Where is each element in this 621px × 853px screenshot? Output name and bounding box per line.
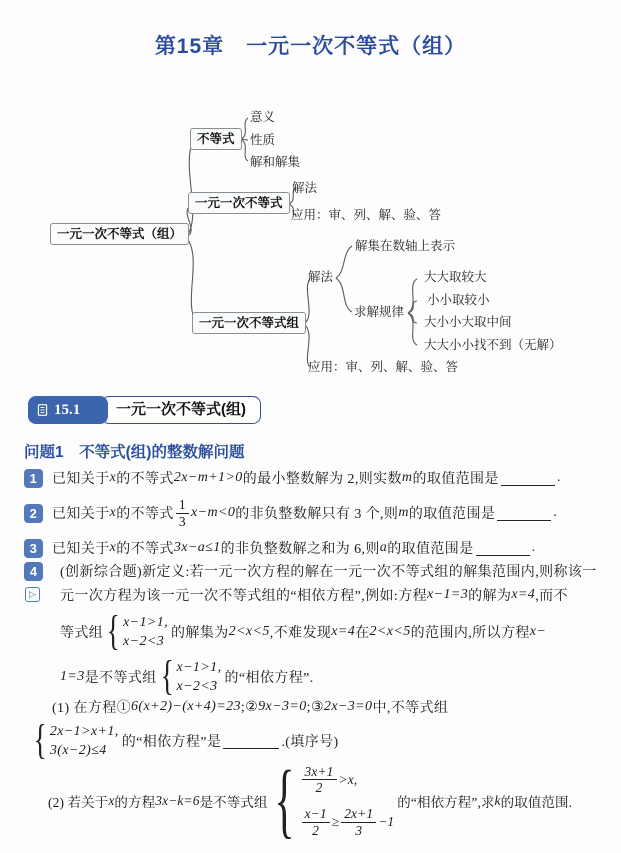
math-expression: 3x−a≤1 bbox=[173, 540, 221, 555]
problem-3 bbox=[24, 536, 536, 560]
problem-text: 的不等式 bbox=[116, 542, 174, 557]
problem-4-line-3 bbox=[60, 608, 546, 656]
math-expression: 9x−3=0 bbox=[258, 699, 307, 714]
play-triangle: ▷ bbox=[29, 589, 36, 600]
problem-number-badge: 3 bbox=[24, 539, 43, 558]
problem-text: 等式组 bbox=[60, 626, 104, 641]
problem-text: . bbox=[553, 505, 558, 520]
problem-4-line-1 bbox=[60, 560, 597, 582]
problem-text: ;③ bbox=[306, 699, 324, 715]
mindmap-leaf-system-application: 应用：审、列、解、验、答 bbox=[308, 360, 459, 374]
math-expression: 2x−m+1>0 bbox=[173, 470, 243, 485]
math-expression: x− bbox=[529, 624, 547, 639]
problem-text: (创新综合题)新定义:若一元一次方程的解在一元一次不等式组的解集范围内,则称该一 bbox=[60, 565, 597, 580]
fraction bbox=[302, 806, 330, 838]
math-var: a bbox=[379, 540, 388, 555]
problem-4-line-4 bbox=[60, 653, 314, 700]
problem-text: 的取值范围是 bbox=[387, 542, 474, 557]
topic-heading: 问题1 不等式(组)的整数解问题 bbox=[24, 444, 245, 461]
problem-text: 的取值范围. bbox=[500, 795, 573, 810]
fraction-numerator: 2x+1 bbox=[341, 806, 376, 823]
section-number: 15.1 bbox=[54, 401, 81, 418]
math-expression: x−m<0 bbox=[191, 505, 236, 520]
mindmap-root-node: 一元一次不等式（组） bbox=[50, 223, 189, 245]
section-number-pill bbox=[28, 396, 108, 424]
inequality-system-2 bbox=[33, 717, 119, 764]
mindmap-leaf-system-solving: 解法 bbox=[308, 270, 334, 284]
math-var: x bbox=[108, 793, 115, 808]
problem-text: .(填序号) bbox=[281, 735, 339, 750]
mindmap-leaf-rule-3: 大小小大取中间 bbox=[424, 315, 512, 329]
mindmap-leaf-meaning: 意义 bbox=[250, 110, 276, 124]
problem-text: . bbox=[531, 540, 536, 555]
problem-number-badge: 4 bbox=[24, 562, 43, 581]
problem-text: 的不等式 bbox=[116, 472, 174, 487]
problem-text: 的取值范围是 bbox=[408, 507, 496, 522]
problem-text: 的“相依方程”是 bbox=[121, 735, 222, 750]
problem-text: ,而不 bbox=[535, 589, 568, 604]
inequality-system-3 bbox=[271, 753, 395, 847]
problem-text: 的非负整数解之和为 6,则 bbox=[220, 542, 380, 557]
fraction bbox=[176, 497, 189, 529]
fraction-denominator: 3 bbox=[355, 822, 363, 838]
system-row: x−1>1, bbox=[123, 614, 169, 630]
chapter-mindmap bbox=[0, 95, 621, 395]
math-expression: 3x−k=6 bbox=[155, 793, 200, 808]
problem-1 bbox=[24, 466, 561, 490]
system-row: 2x−1>x+1, bbox=[49, 723, 119, 739]
fraction-denominator: 3 bbox=[178, 513, 186, 529]
system-row: x−2<3 bbox=[176, 678, 218, 694]
inequality-system-1-repeat bbox=[160, 653, 222, 700]
mindmap-leaf-rule-4: 大大小小找不到（无解） bbox=[424, 338, 562, 352]
system-row bbox=[300, 806, 395, 838]
system-row bbox=[300, 764, 358, 796]
fraction bbox=[302, 764, 337, 796]
mindmap-node-inequality-system: 一元一次不等式组 bbox=[192, 312, 306, 334]
fraction-numerator: x−1 bbox=[302, 806, 330, 823]
system-brace: { bbox=[33, 717, 48, 764]
math-var: m bbox=[401, 470, 413, 485]
mindmap-leaf-solution-set: 解和解集 bbox=[250, 155, 301, 169]
system-row: x−2<3 bbox=[123, 633, 165, 649]
math-expression: x=4 bbox=[331, 624, 356, 639]
system-brace: { bbox=[106, 608, 121, 655]
mindmap-leaf-application: 应用：审、列、解、验、答 bbox=[291, 208, 442, 222]
math-var: x bbox=[109, 505, 117, 520]
problem-text: 中,不等式组 bbox=[372, 701, 449, 716]
problem-text: (1) 在方程① bbox=[52, 701, 132, 716]
problem-number-badge: 1 bbox=[24, 469, 43, 488]
problem-text: 已知关于 bbox=[52, 542, 110, 557]
problem-4-part-1 bbox=[52, 696, 448, 718]
problem-2 bbox=[24, 494, 557, 532]
fraction-denominator: 2 bbox=[315, 780, 323, 796]
problem-text: ;② bbox=[240, 699, 259, 715]
system-row: x−1>1, bbox=[176, 659, 222, 675]
chapter-title: 第15章 一元一次不等式（组） bbox=[154, 35, 467, 58]
math-expression: −1 bbox=[378, 814, 395, 830]
problem-text: 是不等式组 bbox=[84, 671, 157, 686]
system-brace: { bbox=[160, 653, 174, 700]
math-expression: 1=3 bbox=[60, 669, 85, 684]
math-expression: 2x−3=0 bbox=[323, 699, 373, 714]
problem-text: 的解为 bbox=[468, 589, 512, 604]
math-expression: x−1=3 bbox=[427, 587, 469, 602]
problem-text: 已知关于 bbox=[52, 472, 110, 487]
problem-text: 元一次方程为该一元一次不等式组的“相依方程”,例如:方程 bbox=[60, 589, 428, 604]
problem-text: 的范围内,所以方程 bbox=[410, 626, 530, 641]
math-var: m bbox=[398, 505, 409, 520]
problem-text: 的非负整数解只有 3 个,则 bbox=[235, 507, 399, 522]
mindmap-node-buden gshi: 不等式 bbox=[190, 128, 242, 150]
problem-text: 的不等式 bbox=[116, 507, 174, 522]
fraction-numerator: 3x+1 bbox=[302, 764, 337, 781]
mindmap-node-linear-inequality: 一元一次不等式 bbox=[188, 192, 290, 214]
math-operator: ≥ bbox=[331, 814, 340, 830]
problem-4-part-2 bbox=[48, 753, 573, 847]
system-row: 3(x−2)≤4 bbox=[49, 742, 107, 758]
mindmap-leaf-rule-1: 大大取较大 bbox=[424, 270, 487, 284]
problem-number-badge: 2 bbox=[24, 504, 43, 523]
mindmap-leaf-property: 性质 bbox=[250, 133, 276, 147]
answer-blank bbox=[501, 471, 555, 486]
fraction-denominator: 2 bbox=[312, 822, 320, 838]
system-brace: { bbox=[273, 753, 295, 847]
problem-text: (2) 若关于 bbox=[48, 795, 109, 810]
mindmap-leaf-rule-2: 小小取较小 bbox=[427, 293, 490, 307]
video-play-icon bbox=[25, 587, 40, 602]
inequality-system-1 bbox=[106, 608, 169, 655]
problem-text: 的取值范围是 bbox=[412, 472, 499, 487]
math-expression: 2<x<5 bbox=[369, 624, 411, 639]
math-var: k bbox=[494, 793, 501, 808]
math-expression: >x, bbox=[338, 771, 358, 787]
mindmap-leaf-solving-rules: 求解规律 bbox=[354, 305, 405, 319]
math-var: x bbox=[109, 540, 117, 555]
problem-text: 的解集为 bbox=[171, 626, 229, 641]
problem-text: . bbox=[556, 470, 561, 485]
answer-blank bbox=[223, 734, 279, 749]
book-icon bbox=[36, 403, 49, 417]
math-var: x bbox=[109, 470, 117, 485]
problem-4-line-2 bbox=[60, 584, 568, 606]
answer-blank bbox=[497, 506, 551, 521]
problem-text: 的方程 bbox=[114, 795, 156, 810]
problem-text: ,不难发现 bbox=[269, 626, 332, 641]
problem-text: 是不等式组 bbox=[199, 795, 268, 810]
fraction bbox=[341, 806, 376, 838]
problem-text: 在 bbox=[355, 626, 370, 641]
answer-blank bbox=[476, 541, 530, 556]
mindmap-leaf-solving: 解法 bbox=[292, 181, 318, 195]
section-title-box: 一元一次不等式(组) bbox=[101, 396, 261, 424]
math-expression: 2<x<5 bbox=[228, 624, 270, 639]
fraction-numerator: 1 bbox=[176, 497, 189, 514]
problem-text: 的“相依方程”. bbox=[224, 671, 314, 686]
math-expression: x=4 bbox=[511, 587, 536, 602]
problem-text: 的“相依方程”,求 bbox=[397, 795, 495, 810]
math-expression: 6(x+2)−(x+4)=23 bbox=[131, 699, 241, 714]
problem-text: 的最小整数解为 2,则实数 bbox=[242, 472, 402, 487]
problem-text: 已知关于 bbox=[52, 507, 110, 522]
mindmap-leaf-number-line: 解集在数轴上表示 bbox=[355, 239, 456, 253]
